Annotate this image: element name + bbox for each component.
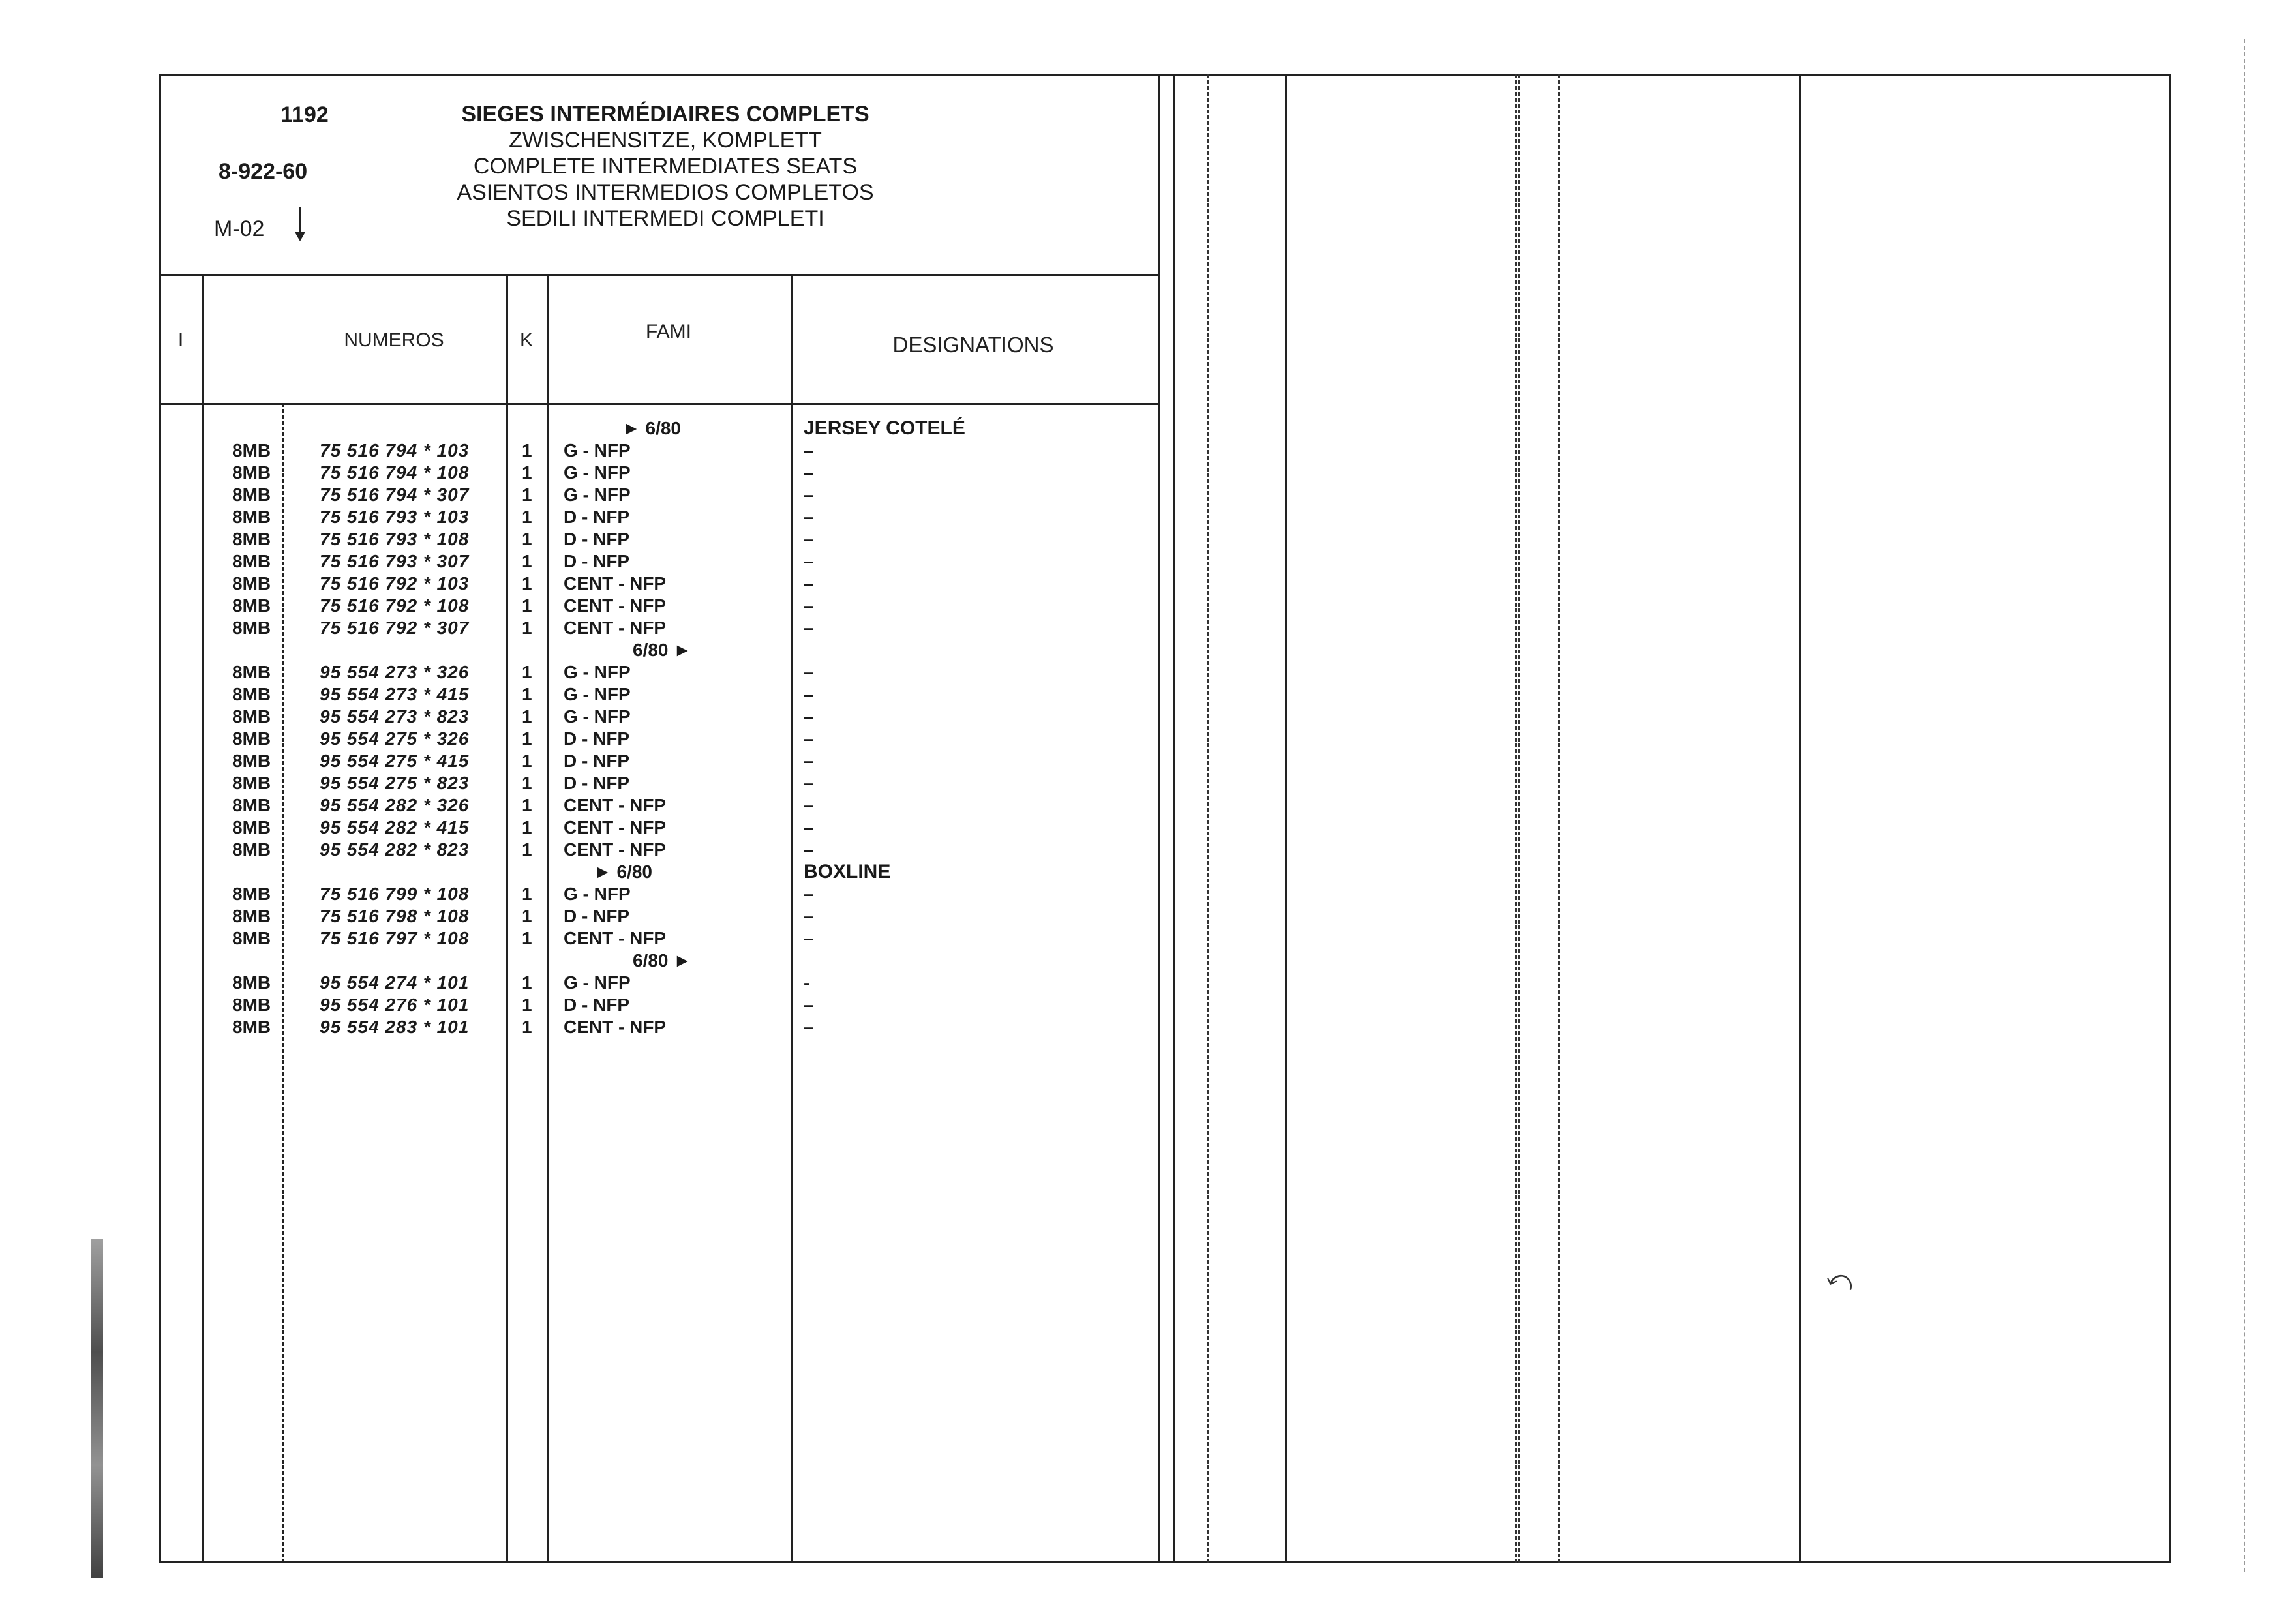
- part-quantity: 1: [522, 817, 532, 837]
- title-fr: SIEGES INTERMÉDIAIRES COMPLETS: [461, 102, 869, 127]
- part-designation: –: [804, 507, 814, 527]
- part-family: D - NFP: [564, 728, 630, 749]
- part-designation: –: [804, 618, 814, 638]
- part-prefix: 8MB: [232, 839, 271, 860]
- part-number: 95 554 275 * 415: [320, 751, 470, 771]
- part-quantity: 1: [522, 684, 532, 704]
- part-number: 95 554 275 * 326: [320, 728, 470, 749]
- part-quantity: 1: [522, 906, 532, 926]
- version-code: M-02: [214, 217, 265, 241]
- part-designation: –: [804, 906, 814, 926]
- part-number: 75 516 792 * 307: [320, 618, 470, 638]
- header-rule: [159, 274, 1160, 276]
- section-jersey-cotele: JERSEY COTELÉ: [804, 417, 965, 439]
- part-designation: –: [804, 529, 814, 549]
- part-designation: –: [804, 706, 814, 727]
- part-quantity: 1: [522, 795, 532, 815]
- part-quantity: 1: [522, 618, 532, 638]
- part-designation: –: [804, 751, 814, 771]
- scan-edge-mark: [91, 1239, 103, 1578]
- section-boxline: BOXLINE: [804, 861, 891, 882]
- scan-edge-mark: [2244, 39, 2245, 1572]
- part-quantity: 1: [522, 485, 532, 505]
- title-en: COMPLETE INTERMEDIATES SEATS: [473, 154, 858, 179]
- part-designation: –: [804, 440, 814, 460]
- part-family: D - NFP: [564, 551, 630, 571]
- column-divider: [1173, 74, 1175, 1563]
- part-quantity: 1: [522, 507, 532, 527]
- date-marker: 6/80 ►: [633, 950, 691, 970]
- part-prefix: 8MB: [232, 684, 271, 704]
- part-number: 95 554 282 * 415: [320, 817, 470, 837]
- part-prefix: 8MB: [232, 1017, 271, 1037]
- part-designation: –: [804, 839, 814, 860]
- part-prefix: 8MB: [232, 462, 271, 483]
- part-prefix: 8MB: [232, 529, 271, 549]
- pen-mark: ⤺: [1822, 1261, 1859, 1299]
- part-prefix: 8MB: [232, 485, 271, 505]
- part-family: D - NFP: [564, 773, 630, 793]
- part-family: CENT - NFP: [564, 595, 667, 616]
- part-family: CENT - NFP: [564, 573, 667, 593]
- part-quantity: 1: [522, 595, 532, 616]
- col-line: [282, 403, 284, 1563]
- part-designation: –: [804, 884, 814, 904]
- part-prefix: 8MB: [232, 995, 271, 1015]
- part-designation: –: [804, 773, 814, 793]
- part-designation: –: [804, 684, 814, 704]
- part-number: 75 516 793 * 108: [320, 529, 470, 549]
- arrow-down-icon: [299, 207, 301, 237]
- part-quantity: 1: [522, 706, 532, 727]
- part-number: 75 516 794 * 103: [320, 440, 470, 460]
- part-prefix: 8MB: [232, 573, 271, 593]
- part-number: 75 516 792 * 103: [320, 573, 470, 593]
- column-header-k: K: [519, 329, 533, 351]
- part-designation: –: [804, 551, 814, 571]
- column-header-index: I: [177, 329, 184, 351]
- column-divider: [1799, 74, 1801, 1563]
- column-header-fami: FAMI: [645, 321, 691, 342]
- part-quantity: 1: [522, 573, 532, 593]
- part-quantity: 1: [522, 529, 532, 549]
- part-prefix: 8MB: [232, 795, 271, 815]
- col-line: [791, 274, 793, 1563]
- part-quantity: 1: [522, 884, 532, 904]
- part-family: G - NFP: [564, 684, 631, 704]
- part-quantity: 1: [522, 995, 532, 1015]
- part-family: CENT - NFP: [564, 839, 667, 860]
- part-number: 75 516 793 * 103: [320, 507, 470, 527]
- part-number: 95 554 273 * 326: [320, 662, 470, 682]
- part-number: 75 516 797 * 108: [320, 928, 470, 948]
- part-prefix: 8MB: [232, 751, 271, 771]
- col-line: [202, 274, 204, 1563]
- part-designation: –: [804, 595, 814, 616]
- part-quantity: 1: [522, 551, 532, 571]
- date-marker: ► 6/80: [594, 862, 652, 882]
- part-family: G - NFP: [564, 706, 631, 727]
- part-family: D - NFP: [564, 529, 630, 549]
- part-designation: –: [804, 817, 814, 837]
- part-designation: –: [804, 995, 814, 1015]
- part-number: 95 554 273 * 415: [320, 684, 470, 704]
- part-family: D - NFP: [564, 507, 630, 527]
- part-quantity: 1: [522, 728, 532, 749]
- part-prefix: 8MB: [232, 884, 271, 904]
- part-code: 8-922-60: [219, 159, 308, 184]
- part-quantity: 1: [522, 839, 532, 860]
- title-de: ZWISCHENSITZE, KOMPLETT: [509, 128, 822, 153]
- part-prefix: 8MB: [232, 906, 271, 926]
- part-family: G - NFP: [564, 485, 631, 505]
- column-divider: [1515, 74, 1517, 1563]
- part-prefix: 8MB: [232, 817, 271, 837]
- part-designation: –: [804, 1017, 814, 1037]
- part-number: 95 554 275 * 823: [320, 773, 470, 793]
- part-number: 95 554 274 * 101: [320, 972, 470, 993]
- part-number: 75 516 793 * 307: [320, 551, 470, 571]
- title-es: ASIENTOS INTERMEDIOS COMPLETOS: [457, 180, 874, 205]
- part-designation: –: [804, 662, 814, 682]
- part-prefix: 8MB: [232, 595, 271, 616]
- part-prefix: 8MB: [232, 662, 271, 682]
- part-number: 75 516 799 * 108: [320, 884, 470, 904]
- part-number: 75 516 798 * 108: [320, 906, 470, 926]
- part-prefix: 8MB: [232, 773, 271, 793]
- part-number: 95 554 282 * 326: [320, 795, 470, 815]
- title-block: [430, 101, 900, 232]
- part-number: 75 516 794 * 307: [320, 485, 470, 505]
- date-marker: ► 6/80: [622, 418, 681, 438]
- part-family: CENT - NFP: [564, 817, 667, 837]
- part-family: G - NFP: [564, 884, 631, 904]
- model-number: 1192: [280, 102, 329, 127]
- part-prefix: 8MB: [232, 728, 271, 749]
- part-family: D - NFP: [564, 906, 630, 926]
- part-prefix: 8MB: [232, 928, 271, 948]
- part-quantity: 1: [522, 440, 532, 460]
- part-designation: –: [804, 928, 814, 948]
- part-number: 95 554 283 * 101: [320, 1017, 470, 1037]
- part-quantity: 1: [522, 662, 532, 682]
- col-line: [506, 274, 508, 1563]
- part-prefix: 8MB: [232, 440, 271, 460]
- part-designation: –: [804, 728, 814, 749]
- part-family: CENT - NFP: [564, 1017, 667, 1037]
- part-family: G - NFP: [564, 462, 631, 483]
- part-quantity: 1: [522, 751, 532, 771]
- part-designation: –: [804, 573, 814, 593]
- column-divider: [1518, 74, 1520, 1563]
- part-prefix: 8MB: [232, 706, 271, 727]
- part-number: 75 516 792 * 108: [320, 595, 470, 616]
- part-prefix: 8MB: [232, 972, 271, 993]
- part-designation: –: [804, 795, 814, 815]
- part-designation: –: [804, 462, 814, 483]
- column-header-designations: DESIGNATIONS: [892, 333, 1054, 357]
- part-family: CENT - NFP: [564, 795, 667, 815]
- part-quantity: 1: [522, 928, 532, 948]
- part-quantity: 1: [522, 462, 532, 483]
- part-quantity: 1: [522, 1017, 532, 1037]
- column-header-numeros: NUMEROS: [344, 329, 444, 351]
- title-it: SEDILI INTERMEDI COMPLETI: [506, 206, 824, 231]
- part-designation: –: [804, 485, 814, 505]
- part-family: D - NFP: [564, 995, 630, 1015]
- part-quantity: 1: [522, 773, 532, 793]
- column-divider: [1207, 74, 1209, 1563]
- part-number: 95 554 276 * 101: [320, 995, 470, 1015]
- part-family: CENT - NFP: [564, 618, 667, 638]
- part-family: G - NFP: [564, 440, 631, 460]
- col-line: [547, 274, 549, 1563]
- part-quantity: 1: [522, 972, 532, 993]
- date-marker: 6/80 ►: [633, 640, 691, 660]
- part-number: 95 554 282 * 823: [320, 839, 470, 860]
- column-divider: [1285, 74, 1287, 1563]
- part-family: G - NFP: [564, 972, 631, 993]
- part-prefix: 8MB: [232, 618, 271, 638]
- column-header-rule: [159, 403, 1160, 405]
- part-number: 95 554 273 * 823: [320, 706, 470, 727]
- part-number: 75 516 794 * 108: [320, 462, 470, 483]
- part-prefix: 8MB: [232, 507, 271, 527]
- part-prefix: 8MB: [232, 551, 271, 571]
- part-family: CENT - NFP: [564, 928, 667, 948]
- part-family: G - NFP: [564, 662, 631, 682]
- column-divider: [1558, 74, 1560, 1563]
- part-family: D - NFP: [564, 751, 630, 771]
- column-divider: [1158, 74, 1160, 1563]
- part-designation: -: [804, 972, 810, 993]
